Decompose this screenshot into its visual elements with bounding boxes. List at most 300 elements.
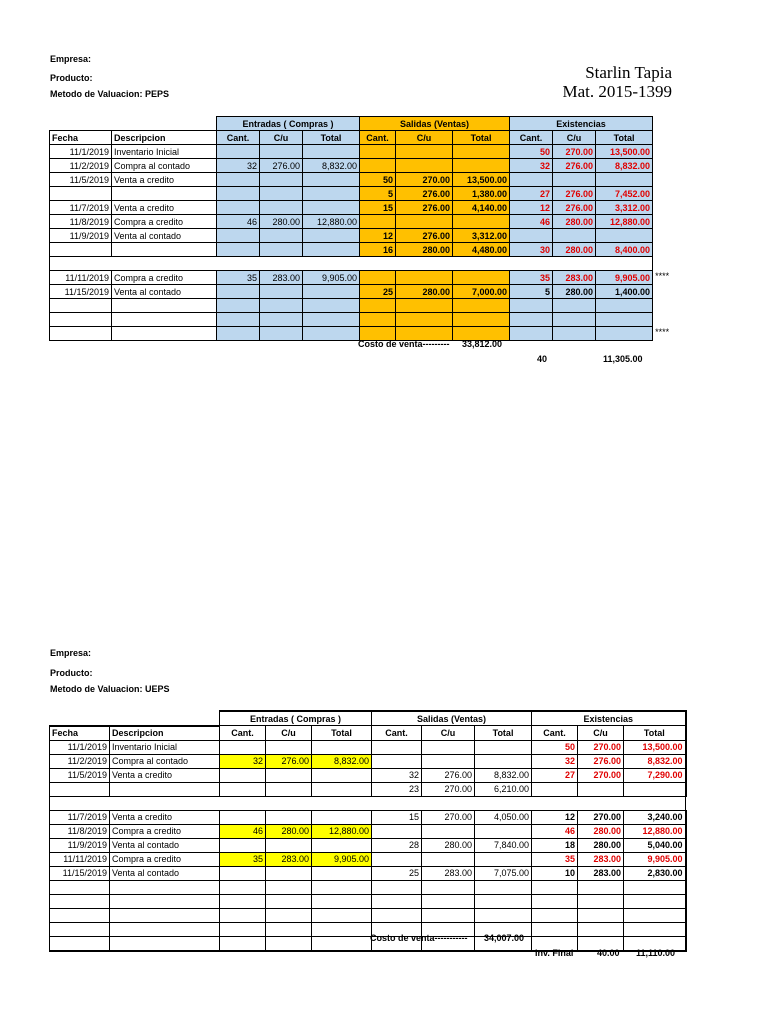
descripcion-cell [110,880,220,894]
descripcion-cell [112,327,217,341]
salidas-total-cell: 7,840.00 [475,838,532,852]
descripcion-cell [110,936,220,951]
entradas-cant-cell [220,782,266,796]
fecha-cell: 11/5/2019 [50,768,110,782]
existencias-total-cell: 3,240.00 [624,810,686,824]
descripcion-cell [110,922,220,936]
ueps-gap-cell [50,796,686,810]
entradas-total-cell: 9,905.00 [303,271,360,285]
existencias-cant-cell: 50 [510,145,553,159]
table-row [50,810,686,824]
fecha-cell: 11/11/2019 [50,852,110,866]
entradas-cant-cell [217,145,260,159]
salidas-total-cell [453,313,510,327]
fecha-cell [50,908,110,922]
entradas-cu-cell [266,866,312,880]
entradas-cant-cell [220,922,266,936]
salidas-total-cell [453,215,510,229]
entradas-cu-cell [266,768,312,782]
existencias-total-cell [624,922,686,936]
entradas-total-cell [312,908,372,922]
existencias-cant-cell: 35 [532,852,578,866]
salidas-cu-cell [396,313,453,327]
existencias-cant-cell: 27 [532,768,578,782]
entradas-total-cell [303,285,360,299]
peps-col-salidas-cu: C/u [396,131,453,145]
ueps-inv-final-cu: 40.00 [597,948,620,958]
descripcion-cell: Venta al contado [110,866,220,880]
existencias-cu-cell: 283.00 [578,866,624,880]
entradas-total-cell [303,229,360,243]
salidas-total-cell [453,299,510,313]
entradas-cu-cell [260,187,303,201]
existencias-total-cell [596,327,670,341]
salidas-cant-cell: 16 [360,243,396,257]
salidas-total-cell: 4,050.00 [475,810,532,824]
fecha-cell: 11/7/2019 [50,201,112,215]
table-row [50,824,686,838]
fecha-cell [50,313,112,327]
salidas-total-cell [453,145,510,159]
fecha-cell: 11/8/2019 [50,215,112,229]
table-row [50,880,686,894]
ueps-group-salidas: Salidas (Ventas) [372,711,532,726]
existencias-cant-cell [510,229,553,243]
peps-group-header-row [50,117,653,131]
existencias-cu-cell: 283.00 [553,271,596,285]
peps-costo-label: Costo de venta--------- [358,339,450,349]
existencias-cant-cell: 50 [532,740,578,754]
salidas-cant-cell: 28 [372,838,422,852]
fecha-cell: 11/5/2019 [50,173,112,187]
existencias-cu-cell: 280.00 [578,838,624,852]
existencias-cu-cell [578,880,624,894]
salidas-cu-cell [422,880,475,894]
table-row [50,215,653,229]
fecha-cell [50,880,110,894]
entradas-cu-cell [260,327,303,341]
existencias-cant-cell [532,894,578,908]
existencias-total-cell: 7,290.00 [624,768,686,782]
salidas-cu-cell [396,145,453,159]
entradas-total-cell: 12,880.00 [303,215,360,229]
existencias-cu-cell [553,327,596,341]
existencias-cu-cell [578,908,624,922]
descripcion-cell: Compra al contado [110,754,220,768]
ueps-inv-final-label: Inv. Final [535,948,574,958]
existencias-cant-cell [532,922,578,936]
salidas-cu-cell [396,215,453,229]
entradas-cu-cell [266,782,312,796]
salidas-cant-cell [360,299,396,313]
ueps-col-salidas-cant: Cant. [372,726,422,741]
salidas-cu-cell: 276.00 [396,201,453,215]
table-row [50,782,686,796]
existencias-cu-cell [578,782,624,796]
descripcion-cell: Venta al contado [112,285,217,299]
table-row [50,145,653,159]
entradas-cu-cell: 280.00 [260,215,303,229]
existencias-total-cell [624,908,686,922]
entradas-total-cell [312,866,372,880]
descripcion-cell [110,782,220,796]
entradas-cu-cell: 283.00 [260,271,303,285]
peps-col-descripcion: Descripcion [112,131,217,145]
existencias-cant-cell [532,908,578,922]
existencias-total-cell [596,313,653,327]
salidas-cu-cell [396,271,453,285]
entradas-cant-cell [217,173,260,187]
entradas-total-cell [312,810,372,824]
salidas-total-cell [475,908,532,922]
entradas-cant-cell: 32 [217,159,260,173]
ueps-col-entradas-cu: C/u [266,726,312,741]
descripcion-cell: Venta a credito [110,810,220,824]
salidas-total-cell: 4,140.00 [453,201,510,215]
existencias-cu-cell [578,894,624,908]
ueps-group-existencias: Existencias [532,711,686,726]
existencias-cant-cell: 12 [510,201,553,215]
salidas-cu-cell: 283.00 [422,866,475,880]
existencias-cant-cell: 32 [532,754,578,768]
table-row [50,313,653,327]
salidas-total-cell [475,740,532,754]
salidas-cu-cell: 276.00 [422,768,475,782]
ueps-costo-value: 34,007.00 [484,933,525,943]
existencias-cu-cell: 270.00 [553,145,596,159]
table-row [50,173,653,187]
existencias-cu-cell [553,299,596,313]
existencias-total-cell [596,229,653,243]
existencias-cu-cell: 280.00 [553,215,596,229]
table-row [50,201,653,215]
table-row [50,754,686,768]
fecha-cell: 11/15/2019 [50,866,110,880]
table-row [50,768,686,782]
table-row [50,271,653,285]
existencias-cant-cell [510,313,553,327]
existencias-cant-cell: 30 [510,243,553,257]
entradas-cu-cell [260,243,303,257]
entradas-cu-cell: 276.00 [260,159,303,173]
peps-col-existencias-cant: Cant. [510,131,553,145]
ueps-empresa-label: Empresa: [50,648,92,658]
descripcion-cell: Venta a credito [112,173,217,187]
entradas-total-cell [312,782,372,796]
entradas-cant-cell [220,740,266,754]
peps-producto-label: Producto: [50,73,93,83]
existencias-total-cell: 9,905.00 [624,852,686,866]
descripcion-cell [110,894,220,908]
peps-column-header-row [50,131,653,145]
salidas-total-cell: 1,380.00 [453,187,510,201]
peps-gap-cell [50,257,653,271]
salidas-total-cell: 7,075.00 [475,866,532,880]
existencias-total-cell: 3,312.00 [596,201,653,215]
descripcion-cell: Venta a credito [110,768,220,782]
entradas-cu-cell [266,810,312,824]
peps-empresa-label: Empresa: [50,54,92,64]
fecha-cell [50,922,110,936]
table-row [50,229,653,243]
fecha-cell [50,936,110,951]
salidas-cu-cell: 280.00 [396,285,453,299]
table-row [50,852,686,866]
existencias-cu-cell: 270.00 [578,740,624,754]
salidas-cant-cell [372,880,422,894]
table-row [50,327,653,341]
existencias-cant-cell [532,782,578,796]
existencias-total-cell: 8,832.00 [624,754,686,768]
entradas-total-cell [312,922,372,936]
fecha-cell: 11/2/2019 [50,159,112,173]
existencias-total-cell: 12,880.00 [624,824,686,838]
existencias-cu-cell: 270.00 [578,768,624,782]
descripcion-cell [112,187,217,201]
entradas-cu-cell [266,838,312,852]
existencias-cant-cell: 35 [510,271,553,285]
entradas-total-cell [312,936,372,951]
entradas-cant-cell [217,201,260,215]
entradas-total-cell [312,740,372,754]
descripcion-cell [112,299,217,313]
table-row [50,243,653,257]
ueps-group-header-row [50,711,686,726]
existencias-cant-cell [532,880,578,894]
entradas-cant-cell [220,768,266,782]
entradas-total-cell [303,201,360,215]
descripcion-cell [112,313,217,327]
entradas-total-cell: 12,880.00 [312,824,372,838]
existencias-total-cell [596,299,653,313]
table-row [50,187,653,201]
salidas-total-cell: 8,832.00 [475,768,532,782]
salidas-total-cell: 4,480.00 [453,243,510,257]
salidas-total-cell [475,754,532,768]
salidas-total-cell [453,271,510,285]
author-block [562,63,672,101]
existencias-cu-cell [578,922,624,936]
fecha-cell [50,327,112,341]
entradas-total-cell [303,299,360,313]
salidas-cu-cell [422,908,475,922]
entradas-cant-cell [220,880,266,894]
peps-kardex-table [49,116,670,341]
existencias-total-cell [624,782,686,796]
salidas-cu-cell: 280.00 [396,243,453,257]
entradas-cu-cell [266,936,312,951]
salidas-total-cell [475,824,532,838]
salidas-total-cell [453,159,510,173]
entradas-cant-cell [217,313,260,327]
salidas-cant-cell [360,159,396,173]
salidas-total-cell: 6,210.00 [475,782,532,796]
descripcion-cell: Compra a credito [110,852,220,866]
salidas-cant-cell: 15 [360,201,396,215]
ueps-row-gap [50,796,686,810]
salidas-cant-cell: 23 [372,782,422,796]
entradas-cant-cell [217,299,260,313]
entradas-cu-cell: 280.00 [266,824,312,838]
entradas-total-cell [303,145,360,159]
entradas-cant-cell [220,894,266,908]
existencias-cant-cell [510,173,553,187]
peps-final-cant: 40 [537,354,548,364]
table-row [50,894,686,908]
salidas-cu-cell [422,852,475,866]
entradas-cant-cell [217,187,260,201]
salidas-cu-cell [396,299,453,313]
salidas-cu-cell: 270.00 [422,810,475,824]
existencias-cu-cell [553,313,596,327]
fecha-cell: 11/11/2019 [50,271,112,285]
salidas-cu-cell: 276.00 [396,229,453,243]
table-row [50,285,653,299]
ueps-col-fecha: Fecha [50,726,110,741]
peps-col-entradas-total: Total [303,131,360,145]
table-row [50,299,653,313]
existencias-total-cell [624,880,686,894]
descripcion-cell: Venta al contado [112,229,217,243]
ueps-col-existencias-total: Total [624,726,686,741]
descripcion-cell: Inventario Inicial [110,740,220,754]
ueps-col-salidas-cu: C/u [422,726,475,741]
fecha-cell: 11/8/2019 [50,824,110,838]
existencias-cu-cell: 276.00 [578,754,624,768]
ueps-inv-final-total: 11,110.00 [636,948,676,958]
entradas-cant-cell [217,327,260,341]
fecha-cell: 11/7/2019 [50,810,110,824]
salidas-cu-cell: 270.00 [396,173,453,187]
entradas-cu-cell [260,313,303,327]
salidas-cant-cell: 12 [360,229,396,243]
peps-costo-value: 33,812.00 [462,339,503,349]
entradas-cant-cell: 35 [220,852,266,866]
fecha-cell [50,894,110,908]
salidas-cu-cell [422,740,475,754]
entradas-cant-cell [220,866,266,880]
descripcion-cell: Venta al contado [110,838,220,852]
peps-metodo-label: Metodo de Valuacion: PEPS [50,89,170,99]
fecha-cell [50,299,112,313]
table-row [50,908,686,922]
entradas-cu-cell [266,880,312,894]
entradas-cu-cell [266,908,312,922]
entradas-cu-cell [260,145,303,159]
entradas-cu-cell [266,922,312,936]
entradas-cant-cell: 46 [217,215,260,229]
entradas-cant-cell: 46 [220,824,266,838]
descripcion-cell: Compra a credito [110,824,220,838]
entradas-cu-cell [260,299,303,313]
fecha-cell: 11/1/2019 [50,740,110,754]
salidas-cant-cell: 50 [360,173,396,187]
peps-final-total: 11,305.00 [603,354,643,364]
existencias-cant-cell: 18 [532,838,578,852]
peps-group-salidas: Salidas (Ventas) [360,117,510,131]
salidas-total-cell: 3,312.00 [453,229,510,243]
peps-col-entradas-cu: C/u [260,131,303,145]
ueps-kardex-table [49,710,687,952]
entradas-cant-cell [217,285,260,299]
salidas-cu-cell: 276.00 [396,187,453,201]
ueps-col-existencias-cu: C/u [578,726,624,741]
existencias-cu-cell: 270.00 [578,810,624,824]
entradas-cu-cell [260,201,303,215]
existencias-cu-cell [553,229,596,243]
entradas-cant-cell [217,229,260,243]
entradas-cant-cell [220,838,266,852]
salidas-cu-cell [422,824,475,838]
entradas-cant-cell [220,936,266,951]
salidas-cant-cell [372,824,422,838]
salidas-cu-cell [422,894,475,908]
table-row [50,922,686,936]
salidas-cant-cell: 25 [360,285,396,299]
salidas-cant-cell [372,852,422,866]
peps-header-blank [50,117,217,131]
existencias-cant-cell: 32 [510,159,553,173]
entradas-total-cell [303,173,360,187]
existencias-total-cell: 8,400.00 [596,243,653,257]
fecha-cell [50,782,110,796]
table-row [50,838,686,852]
table-row [50,866,686,880]
peps-col-existencias-total: Total [596,131,653,145]
fecha-cell [50,243,112,257]
existencias-cu-cell [553,173,596,187]
entradas-total-cell [312,894,372,908]
entradas-total-cell [303,313,360,327]
salidas-cant-cell: 5 [360,187,396,201]
ueps-col-descripcion: Descripcion [110,726,220,741]
ueps-producto-label: Producto: [50,668,93,678]
salidas-total-cell [475,894,532,908]
entradas-total-cell [312,880,372,894]
existencias-cu-cell: 276.00 [553,187,596,201]
existencias-total-cell: 8,832.00 [596,159,653,173]
ueps-col-existencias-cant: Cant. [532,726,578,741]
entradas-cu-cell [260,285,303,299]
existencias-total-cell: 7,452.00 [596,187,653,201]
ueps-col-entradas-cant: Cant. [220,726,266,741]
ueps-col-salidas-total: Total [475,726,532,741]
existencias-cu-cell: 280.00 [553,243,596,257]
entradas-total-cell: 9,905.00 [312,852,372,866]
peps-col-existencias-cu: C/u [553,131,596,145]
peps-group-entradas: Entradas ( Compras ) [217,117,360,131]
peps-col-salidas-total: Total [453,131,510,145]
salidas-cant-cell [360,215,396,229]
table-row [50,159,653,173]
existencias-cu-cell: 276.00 [553,159,596,173]
fecha-cell: 11/9/2019 [50,229,112,243]
descripcion-cell [112,243,217,257]
existencias-total-cell: 9,905.00 **** [596,271,653,285]
descripcion-cell [110,908,220,922]
table-row [50,740,686,754]
entradas-cu-cell: 283.00 [266,852,312,866]
descripcion-cell: Compra a credito [112,215,217,229]
ueps-group-entradas: Entradas ( Compras ) [220,711,372,726]
existencias-cant-cell: 27 [510,187,553,201]
entradas-cant-cell [220,810,266,824]
entradas-cant-cell: 35 [217,271,260,285]
existencias-cu-cell: 276.00 [553,201,596,215]
salidas-cant-cell [372,894,422,908]
entradas-cu-cell [260,173,303,187]
salidas-cu-cell [422,754,475,768]
